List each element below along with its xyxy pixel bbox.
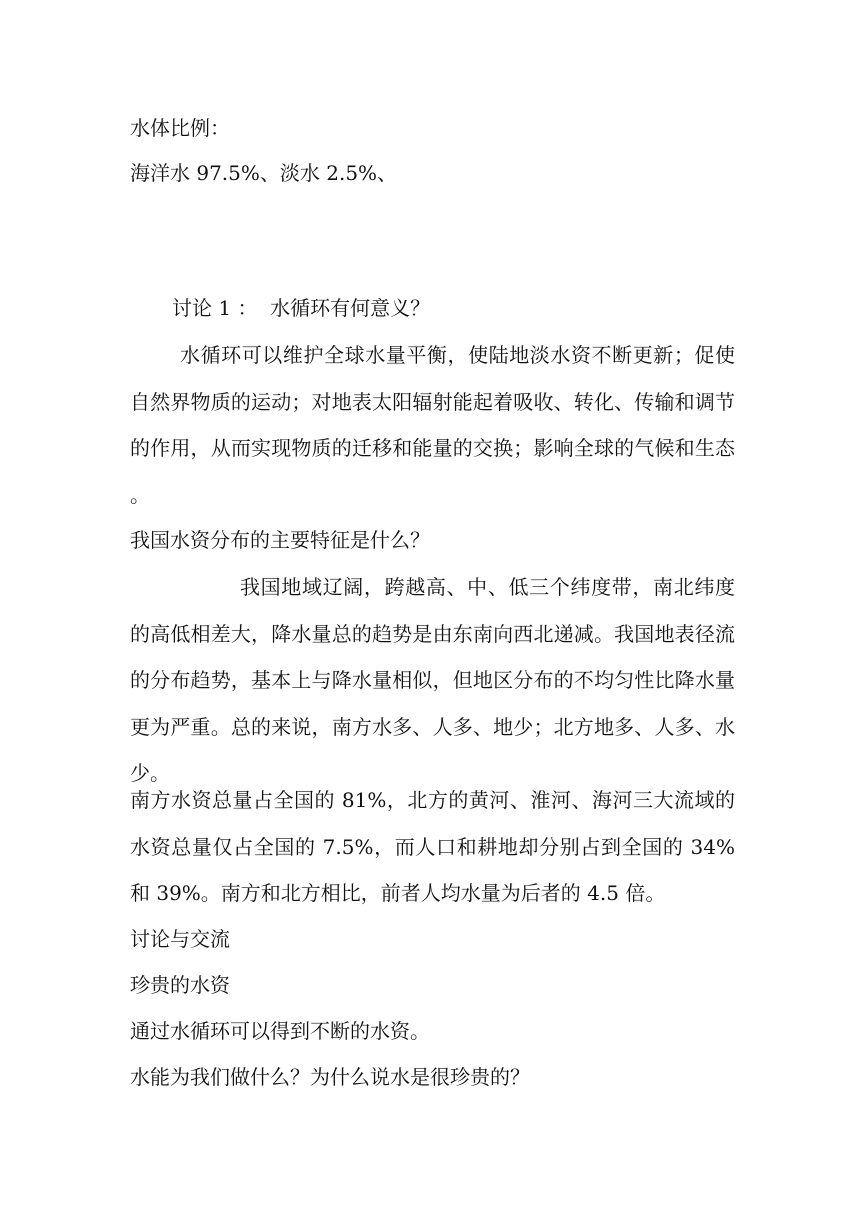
cycle-statement: 通过水循环可以得到不断的水资。 bbox=[130, 1019, 430, 1043]
statistics-paragraph: 南方水资总量占全国的 81%，北方的黄河、淮河、海河三大流域的水资总量仅占全国的 7.5%，而人口和耕地却分别占到全国的 34%和 39%。南方和北方相比，前者人均水量为后者的 4.5 倍。 bbox=[130, 788, 735, 905]
water-ratio-heading: 水体比例： bbox=[130, 116, 230, 140]
discussion-exchange-heading: 讨论与交流 bbox=[130, 927, 230, 951]
final-question: 水能为我们做什么？为什么说水是很珍贵的？ bbox=[130, 1065, 530, 1089]
distribution-question: 我国水资分布的主要特征是什么？ bbox=[130, 528, 430, 552]
distribution-answer: 我国地域辽阔，跨越高、中、低三个纬度带，南北纬度的高低相差大，降水量总的趋势是由东南向西北递减。我国地表径流的分布趋势，基本上与降水量相似，但地区分布的不均匀性比降水量更为严重。总的来说，南方水多、人多、地少；北方地多、人多、水少。 bbox=[130, 575, 735, 785]
water-ratio-values: 海洋水 97.5%、淡水 2.5%、 bbox=[130, 161, 398, 185]
precious-water-heading: 珍贵的水资 bbox=[130, 973, 230, 997]
discussion1-answer: 水循环可以维护全球水量平衡，使陆地淡水资不断更新；促使自然界物质的运动；对地表太阳辐射能起着吸收、转化、传输和调节的作用，从而实现物质的迁移和能量的交换；影响全球的气候和生态 。 bbox=[130, 343, 735, 507]
discussion1-question: 讨论 1 ： 水循环有何意义？ bbox=[172, 296, 431, 320]
